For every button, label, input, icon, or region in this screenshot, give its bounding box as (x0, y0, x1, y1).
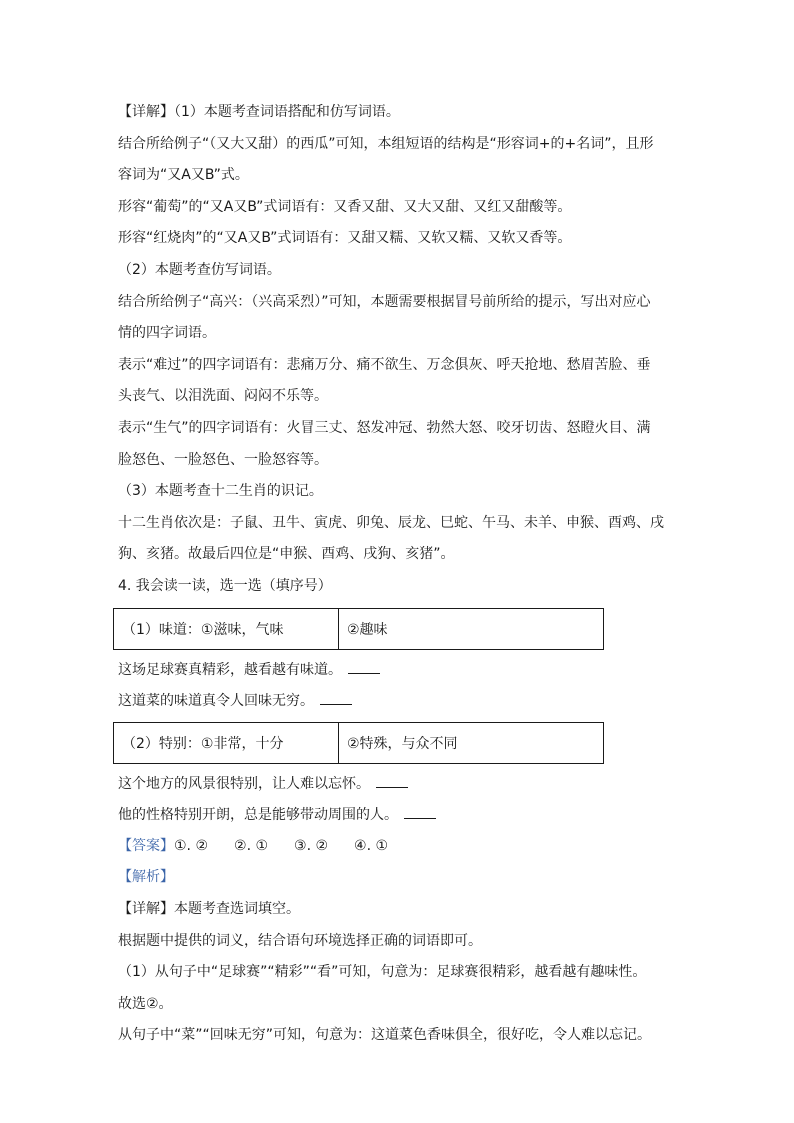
text-line: 从句子中“菜”“回味无穷”可知，句意为：这道菜色香味俱全，很好吃，令人难以忘记。 (118, 1027, 652, 1044)
answer-item: ④. ① (354, 837, 389, 854)
question-text: 这个地方的风景很特别，让人难以忘怀。 (118, 775, 370, 792)
analysis-block (118, 899, 678, 1045)
answer-blank[interactable] (348, 659, 380, 674)
answer-item: ①. ② (174, 837, 209, 854)
answer-blank[interactable] (404, 804, 436, 819)
text-line: 狗、亥猪。故最后四位是“申猴、酉鸡、戌狗、亥猪”。 (118, 546, 455, 563)
analysis-label: 【解析】 (118, 869, 174, 886)
text-line: 头丧气、以泪洗面、闷闷不乐等。 (118, 388, 328, 405)
answer-line (118, 836, 678, 856)
question-line (118, 804, 678, 824)
text-line: 形容“红烧肉”的“又A又B”式词语有：又甜又糯、又软又糯、又软又香等。 (118, 230, 572, 247)
meaning-cell: （2）特别：①非常，十分 (114, 722, 339, 763)
question-line (118, 690, 678, 710)
question-line (118, 773, 678, 793)
text-line: 4. 我会读一读，选一选（填序号） (118, 577, 332, 594)
explanation-block (118, 102, 678, 596)
text-line: 【详解】本题考查选词填空。 (118, 901, 300, 918)
question-text: 他的性格特别开朗，总是能够带动周围的人。 (118, 807, 398, 824)
document-page (118, 102, 678, 1057)
meaning-table-1 (113, 608, 604, 650)
text-line: 根据题中提供的词义，结合语句环境选择正确的词语即可。 (118, 932, 482, 949)
text-line: （1）从句子中“足球赛”“精彩”“看”可知，句意为：足球赛很精彩，越看越有趣味性。 (118, 964, 647, 981)
text-line: 表示“难过”的四字词语有：悲痛万分、痛不欲生、万念俱灰、呼天抢地、愁眉苦脸、垂 (118, 356, 651, 373)
answer-label: 【答案】 (118, 837, 174, 854)
text-line: 情的四字词语。 (118, 325, 216, 342)
text-line: 十二生肖依次是：子鼠、丑牛、寅虎、卯兔、辰龙、巳蛇、午马、未羊、申猴、酉鸡、戌 (118, 514, 664, 531)
text-line: 【详解】（1）本题考查词语搭配和仿写词语。 (118, 104, 400, 120)
text-line: 容词为“又A又B”式。 (118, 167, 249, 184)
meaning-cell: ②趣味 (339, 608, 604, 649)
text-line: 故选②。 (118, 995, 173, 1012)
text-line: （3）本题考查十二生肖的识记。 (118, 483, 323, 500)
text-line: 形容“葡萄”的“又A又B”式词语有：又香又甜、又大又甜、又红又甜酸等。 (118, 198, 572, 215)
text-line: （2）本题考查仿写词语。 (118, 261, 281, 278)
text-line: 表示“生气”的四字词语有：火冒三丈、怒发冲冠、勃然大怒、咬牙切齿、怒瞪火目、满 (118, 419, 651, 436)
text-line: 脸怒色、一脸怒色、一脸怒容等。 (118, 451, 328, 468)
answer-item: ③. ② (294, 837, 329, 854)
question-line (118, 659, 678, 679)
text-line: 结合所给例子“（又大又甜）的西瓜”可知，本组短语的结构是“形容词+的+名词”，且形 (118, 135, 654, 152)
meaning-table-2 (113, 722, 604, 764)
meaning-cell: ②特殊，与众不同 (339, 722, 604, 763)
text-line: 结合所给例子“高兴：（兴高采烈）”可知，本题需要根据冒号前所给的提示，写出对应心 (118, 293, 651, 310)
answer-blank[interactable] (320, 690, 352, 705)
answer-blank[interactable] (376, 773, 408, 788)
question-text: 这道菜的味道真令人回味无穷。 (118, 693, 314, 710)
question-text: 这场足球赛真精彩，越看越有味道。 (118, 661, 342, 678)
meaning-cell: （1）味道：①滋味，气味 (114, 608, 339, 649)
answer-item: ②. ① (234, 837, 269, 854)
